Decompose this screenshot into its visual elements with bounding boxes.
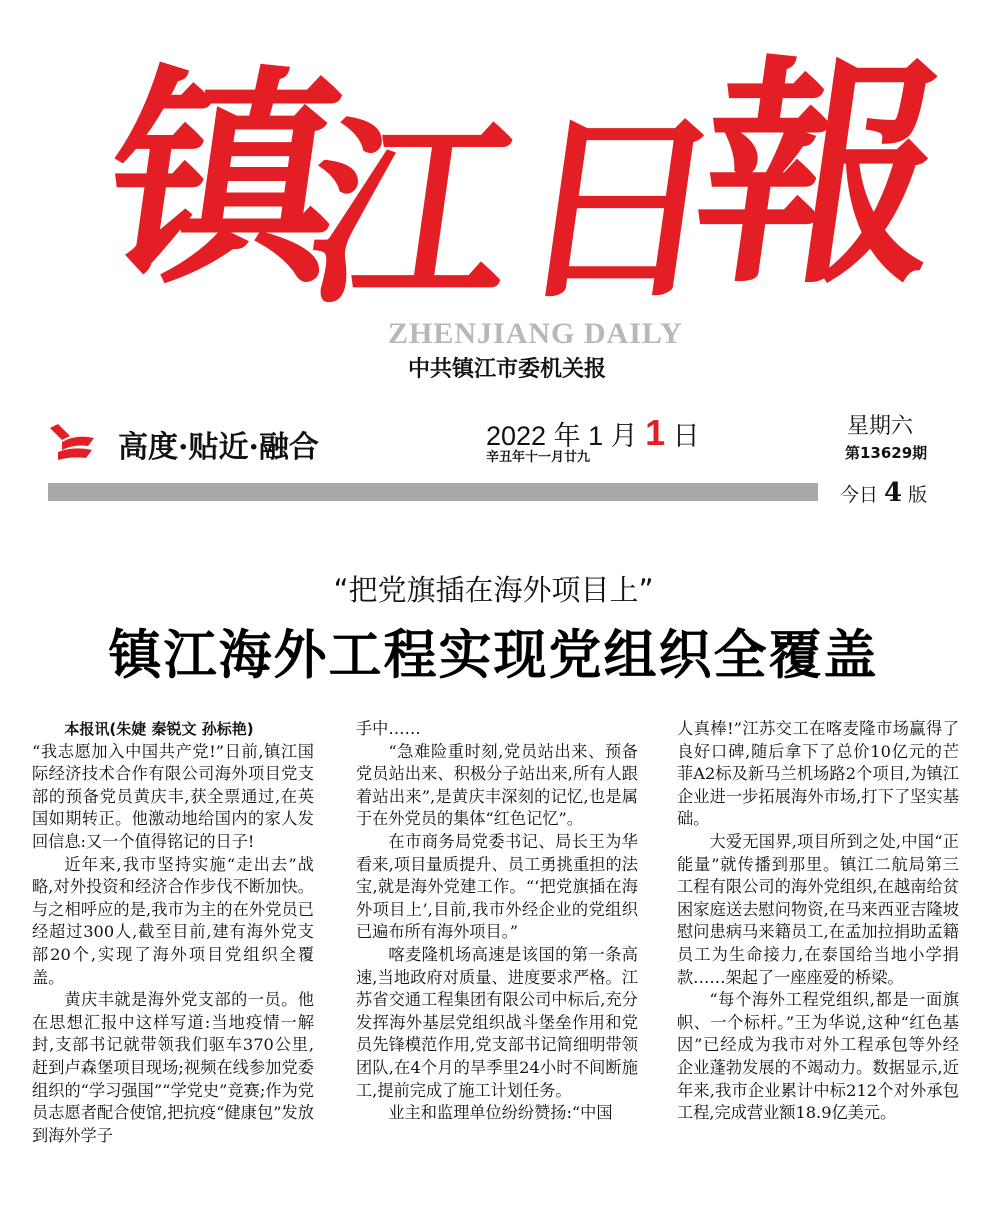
pages-label-prefix: 今日 (840, 484, 885, 506)
newspaper-logo (91, 34, 960, 355)
date-prefix: 2022 年 1 月 (486, 421, 646, 451)
article-column-1 (32, 718, 314, 1188)
byline: 本报讯(朱婕 秦锐文 孙标艳) (64, 720, 254, 738)
paragraph: 黄庆丰就是海外党支部的一员。他在思想汇报中这样写道:当地疫情一解封,支部书记就带领我们驱车370公里,赶到卢森堡项目现场;视频在线参加党委组织的“学习强国”“学党史”竞赛;作为党员志愿者配合使馆,把抗疫“健康包”发放到海外学子 (32, 990, 314, 1145)
article-headline: 镇江海外工程实现党组织全覆盖 (108, 625, 879, 686)
date-day: 1 (645, 412, 666, 453)
paragraph: 手中…… (356, 719, 421, 738)
pages-count: 4 (884, 478, 903, 508)
article-column-2 (356, 718, 638, 1188)
pages-today (840, 478, 927, 508)
paragraph: 业主和监理单位纷纷赞扬:“中国 (388, 1103, 613, 1123)
date-suffix: 日 (665, 421, 700, 451)
pages-label-suffix: 版 (902, 484, 928, 506)
lunar-date: 辛丑年十一月廿九 (486, 450, 591, 465)
paragraph: 喀麦隆机场高速是该国的第一条高速,当地政府对质量、进度要求严格。江苏省交通工程集团有限公司中标后,充分发挥海外基层党组织战斗堡垒作用和党员先锋模范作用,党支部书记简细明带领团队,在4个月的旱季里24小时不间断施工,提前完成了施工计划任务。 (356, 944, 638, 1100)
paragraph: “我志愿加入中国共产党!”日前,镇江国际经济技术合作有限公司海外项目党支部的预备党员黄庆丰,获全票通过,在英国如期转正。他激动地给国内的家人发回信息:又一个值得铭记的日子! (32, 741, 314, 851)
article-kicker: “把党旗插在海外项目上” (333, 573, 654, 607)
divider-bar (48, 483, 818, 501)
paragraph: 人真棒!”江苏交工在喀麦隆市场赢得了良好口碑,随后拿下了总价10亿元的芒菲A2标及新马兰机场路2个项目,为镇江企业进一步拓展海外市场,打下了坚实基础。 (677, 719, 959, 829)
paragraph: 近年来,我市坚持实施“走出去”战略,对外投资和经济合作步伐不断加快。与之相呼应的是,我市为主的在外党员已经超过300人,截至目前,建有海外党支部20个,实现了海外项目党组织全覆盖。 (32, 854, 314, 987)
masthead (0, 0, 987, 508)
slogan: 高度·贴近·融合 (118, 430, 319, 465)
logo-char-2: 江 (293, 97, 527, 332)
issue-number: 第13629期 (845, 444, 928, 462)
party-organ-label: 中共镇江市委机关报 (408, 357, 607, 382)
english-name: ZHENJIANG DAILY (388, 317, 683, 350)
paragraph: “每个海外工程党组织,都是一面旗帜、一个标杆。”王为华说,这种“红色基因”已经成为我市对外工程承包等外经企业蓬勃发展的不竭动力。数据显示,近年来,我市企业累计中标212个对外承包工程,完成营业额18.9亿美元。 (677, 990, 959, 1123)
party-flag-icon (48, 422, 98, 462)
paragraph: 在市商务局党委书记、局长王为华看来,项目量质提升、员工勇挑重担的法宝,就是海外党建工作。“‘把党旗插在海外项目上’,目前,我市外经企业的党组织已遍布所有海外项目。” (356, 831, 638, 942)
logo-char-1: 镇 (91, 45, 359, 315)
weekday: 星期六 (847, 414, 914, 439)
paragraph: “急难险重时刻,党员站出来、预备党员站出来、积极分子站出来,所有人跟着站出来”,是黄庆丰深刻的记忆,也是属于在外党员的集体“红色记忆”。 (356, 741, 638, 829)
paragraph: 大爱无国界,项目所到之处,中国“正能量”就传播到那里。镇江二航局第三工程有限公司的海外党组织,在越南给贫困家庭送去慰问物资,在马来西亚吉隆坡慰问患病马来籍员工,在孟加拉捐助孟籍员工为生命接力,在泰国给当地小学捐款……架起了一座座爱的桥梁。 (677, 831, 959, 987)
article-column-3 (677, 718, 959, 1188)
logo-char-4: 報 (680, 34, 960, 316)
logo-char-3: 日 (503, 92, 737, 327)
